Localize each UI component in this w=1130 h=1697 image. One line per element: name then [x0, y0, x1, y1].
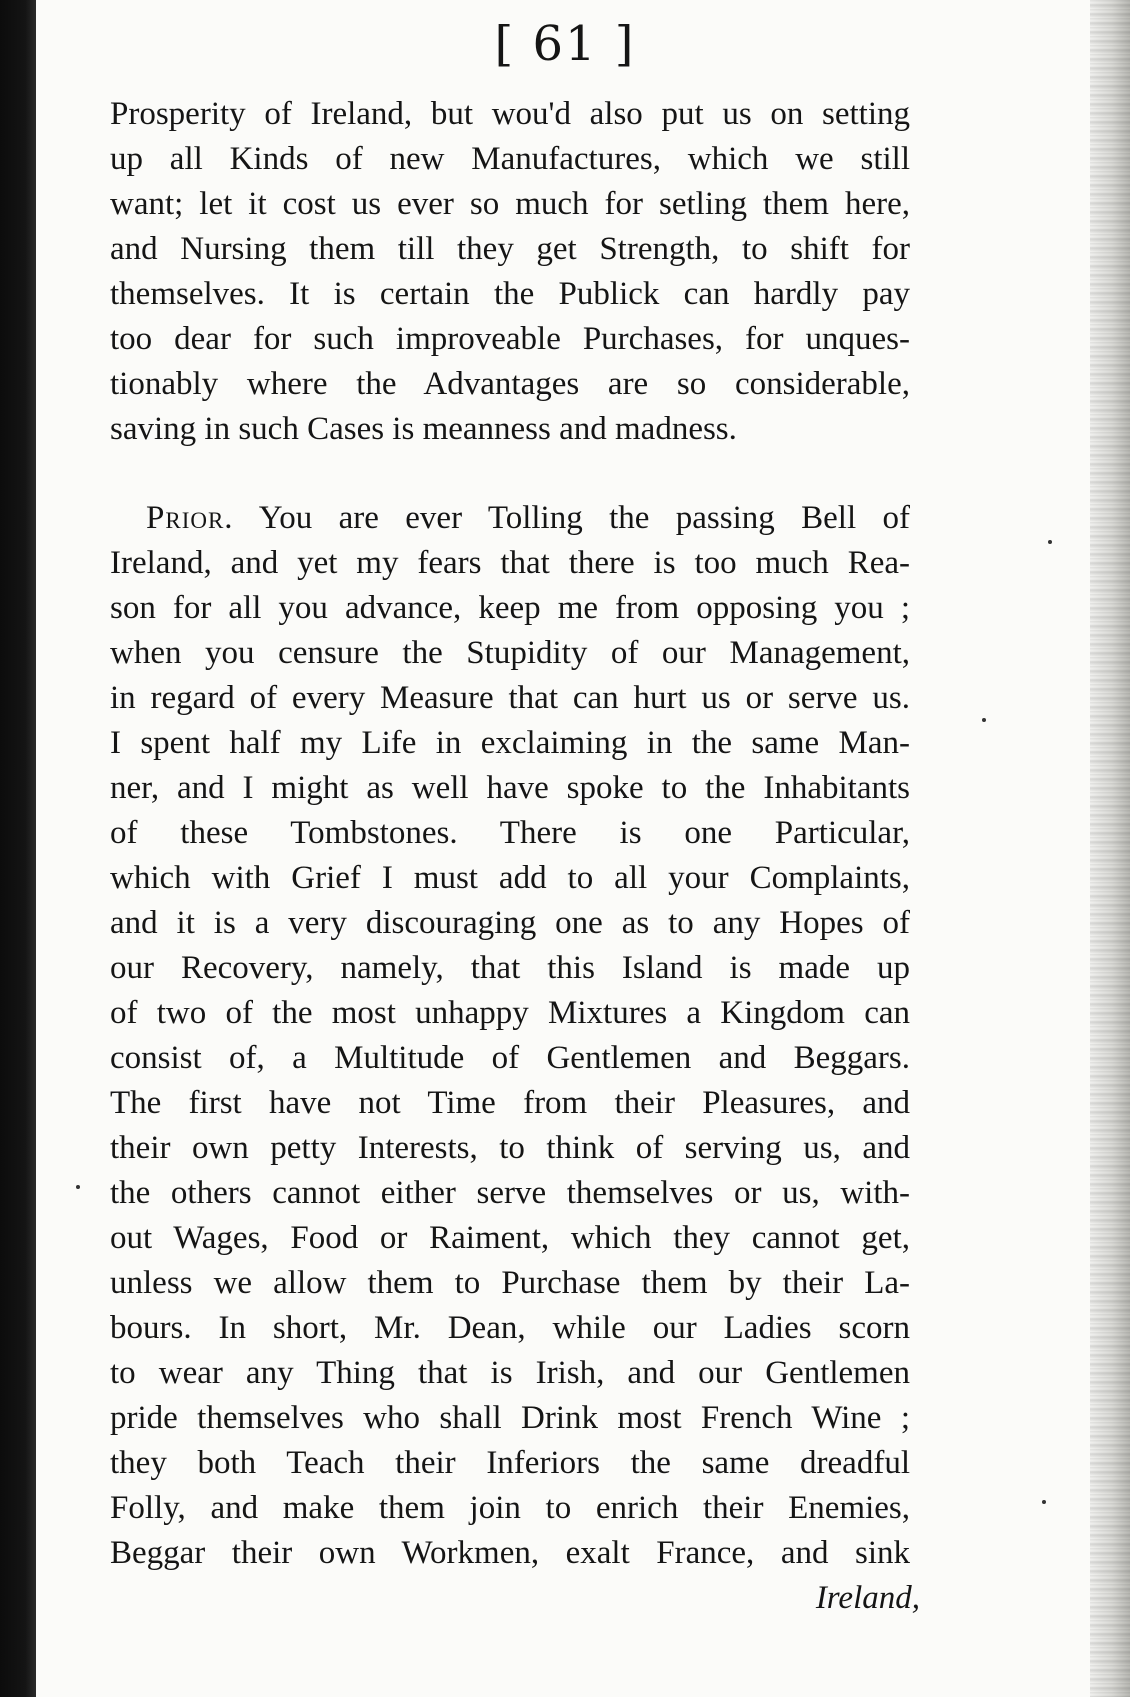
- text-line: Prosperity of Ireland, but wou'd also put us on setting: [110, 96, 910, 132]
- text-line: saving in such Cases is meanness and madness.: [110, 411, 737, 447]
- page-number: [ 61 ]: [494, 16, 636, 72]
- text-line: up all Kinds of new Manufactures, which we still: [110, 141, 910, 177]
- text-line: unless we allow them to Purchase them by their La-: [110, 1265, 910, 1301]
- text-line: Ireland, and yet my fears that there is too much Rea-: [110, 545, 910, 581]
- ink-speck: [982, 718, 986, 722]
- text-line: the others cannot either serve themselves or us, with-: [110, 1175, 910, 1211]
- text-line: pride themselves who shall Drink most French Wine ;: [110, 1400, 910, 1436]
- text-line: our Recovery, namely, that this Island is made up: [110, 950, 910, 986]
- text-line: The first have not Time from their Pleasures, and: [110, 1085, 910, 1121]
- ink-speck: [1042, 1500, 1046, 1504]
- ink-speck: [1048, 540, 1052, 544]
- text-line: and it is a very discouraging one as to any Hopes of: [110, 905, 910, 941]
- text-line: ner, and I might as well have spoke to the Inhabitants: [110, 770, 910, 806]
- catchword: Ireland,: [815, 1580, 920, 1616]
- text-line: bours. In short, Mr. Dean, while our Ladies scorn: [110, 1310, 910, 1346]
- text-line: when you censure the Stupidity of our Management,: [110, 635, 910, 671]
- text-line: too dear for such improveable Purchases, for unques-: [110, 321, 910, 357]
- text-line: they both Teach their Inferiors the same dreadful: [110, 1445, 910, 1481]
- text-line: their own petty Interests, to think of serving us, and: [110, 1130, 910, 1166]
- text-line: to wear any Thing that is Irish, and our Gentlemen: [110, 1355, 910, 1391]
- paragraph-2: [110, 496, 910, 1576]
- ink-speck: [76, 1185, 80, 1189]
- paragraph-1: [110, 92, 910, 452]
- text-line: and Nursing them till they get Strength, to shift for: [110, 231, 910, 267]
- binding-gutter: [0, 0, 36, 1697]
- text-line: Folly, and make them join to enrich their Enemies,: [110, 1490, 910, 1526]
- text-line: I spent half my Life in exclaiming in the same Man-: [110, 725, 910, 761]
- text-line-body: You are ever Tolling the passing Bell of: [258, 500, 910, 536]
- page-edge: [1090, 0, 1130, 1697]
- text-line: of these Tombstones. There is one Particular,: [110, 815, 910, 851]
- text-line: themselves. It is certain the Publick can hardly pay: [110, 276, 910, 312]
- text-line: out Wages, Food or Raiment, which they cannot get,: [110, 1220, 910, 1256]
- text-line: want; let it cost us ever so much for setling them here,: [110, 186, 910, 222]
- text-line: consist of, a Multitude of Gentlemen and Beggars.: [110, 1040, 910, 1076]
- text-line: Beggar their own Workmen, exalt France, and sink: [110, 1535, 910, 1571]
- text-line: of two of the most unhappy Mixtures a Kingdom can: [110, 995, 910, 1031]
- text-line: son for all you advance, keep me from opposing you ;: [110, 590, 910, 626]
- text-line: which with Grief I must add to all your Complaints,: [110, 860, 910, 896]
- text-line: in regard of every Measure that can hurt us or serve us.: [110, 680, 910, 716]
- text-line-first: [110, 496, 910, 541]
- speaker-name: Prior.: [146, 500, 234, 536]
- text-line: tionably where the Advantages are so considerable,: [110, 366, 910, 402]
